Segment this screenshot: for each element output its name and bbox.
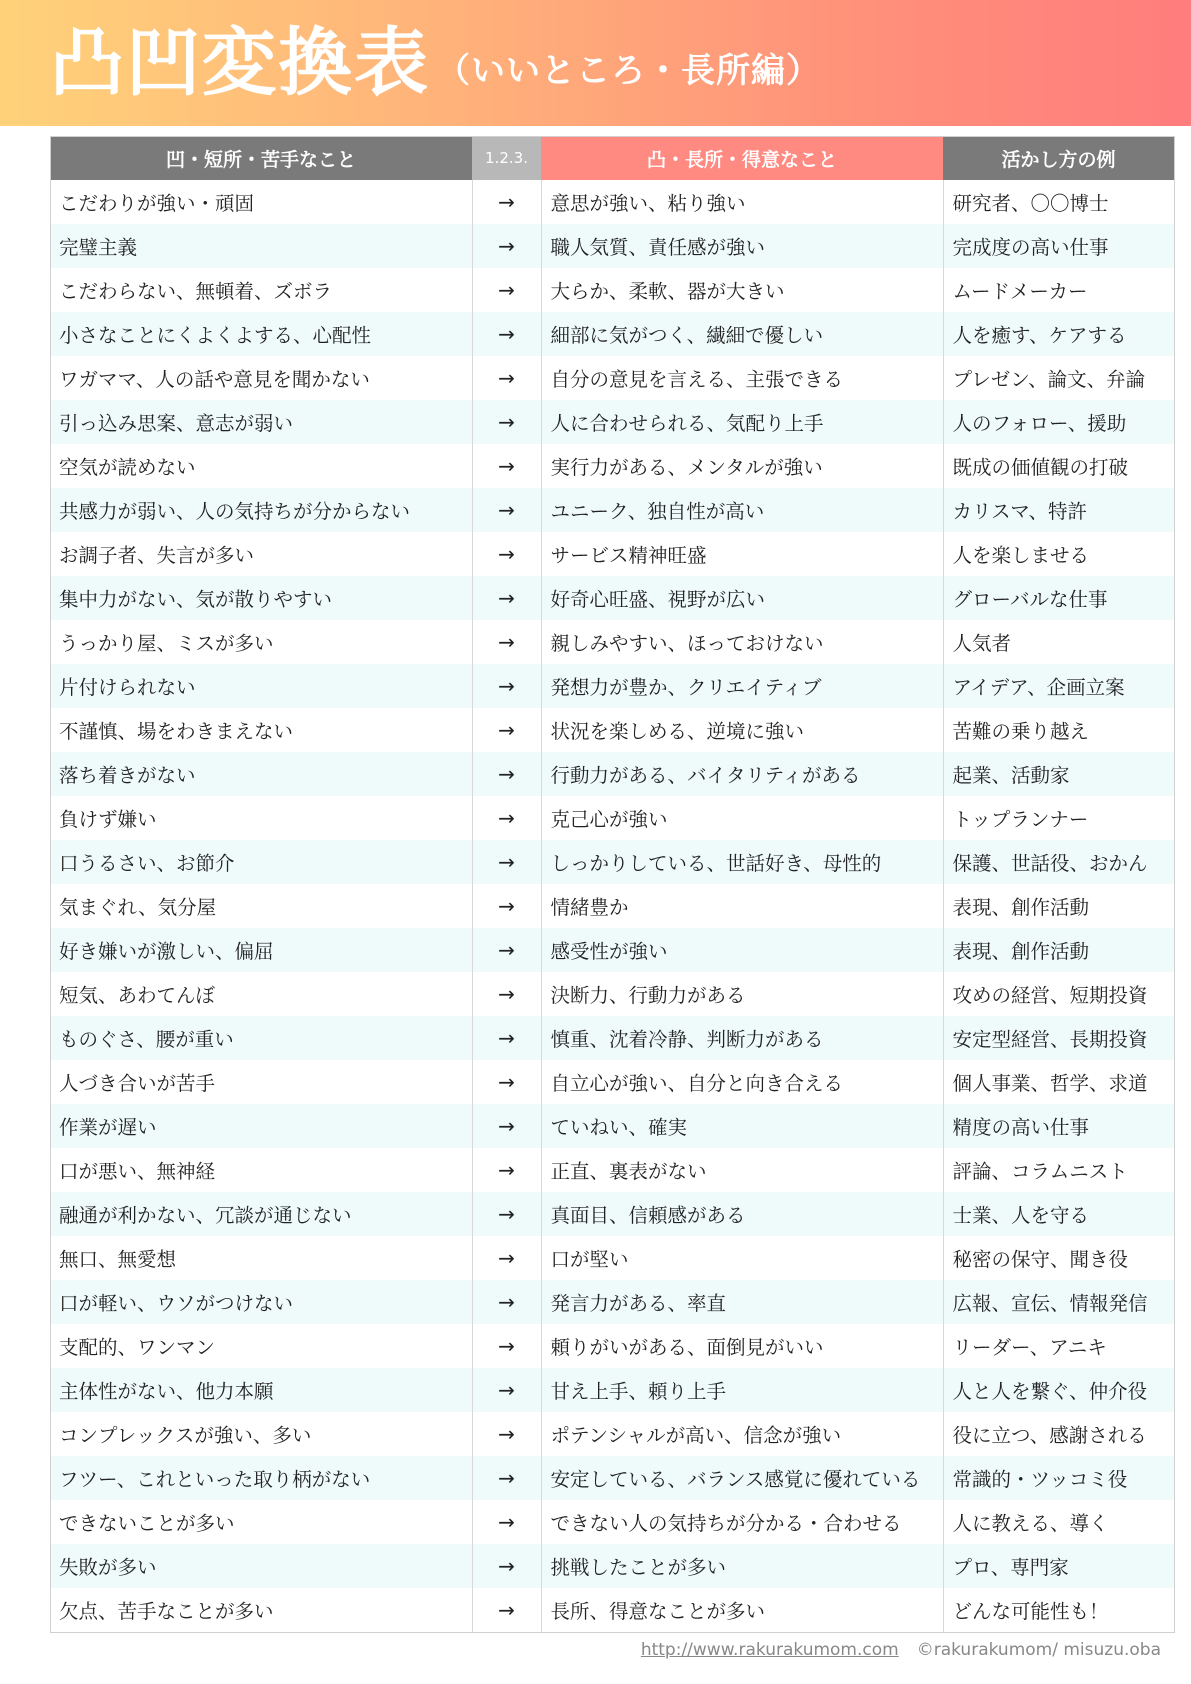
page-subtitle: （いいところ・長所編） (436, 51, 821, 91)
table-row (50, 532, 1174, 576)
usage-cell: グローバルな仕事 (943, 576, 1174, 620)
weakness-cell: 主体性がない、他力本願 (50, 1368, 472, 1412)
strength-cell: 細部に気がつく、繊細で優しい (541, 312, 943, 356)
arrow-cell: → (472, 1192, 541, 1236)
weakness-cell: 引っ込み思案、意志が弱い (50, 400, 472, 444)
weakness-cell: 口が軽い、ウソがつけない (50, 1280, 472, 1324)
table-row (50, 1368, 1174, 1412)
weakness-cell: 共感力が弱い、人の気持ちが分からない (50, 488, 472, 532)
weakness-cell: 無口、無愛想 (50, 1236, 472, 1280)
usage-cell: 完成度の高い仕事 (943, 224, 1174, 268)
strength-cell: ていねい、確実 (541, 1104, 943, 1148)
strength-cell: しっかりしている、世話好き、母性的 (541, 840, 943, 884)
strength-cell: 実行力がある、メンタルが強い (541, 444, 943, 488)
weakness-cell: 集中力がない、気が散りやすい (50, 576, 472, 620)
arrow-cell: → (472, 1412, 541, 1456)
strength-cell: 親しみやすい、ほっておけない (541, 620, 943, 664)
table-row (50, 444, 1174, 488)
arrow-cell: → (472, 532, 541, 576)
arrow-cell: → (472, 1104, 541, 1148)
table-row (50, 400, 1174, 444)
usage-cell: 苦難の乗り越え (943, 708, 1174, 752)
table-row (50, 1412, 1174, 1456)
table-row (50, 1016, 1174, 1060)
table-row (50, 840, 1174, 884)
table-row (50, 180, 1174, 224)
arrow-cell: → (472, 576, 541, 620)
weakness-cell: うっかり屋、ミスが多い (50, 620, 472, 664)
column-header-step: 1.2.3. (472, 136, 541, 180)
strength-cell: 意思が強い、粘り強い (541, 180, 943, 224)
weakness-cell: ものぐさ、腰が重い (50, 1016, 472, 1060)
arrow-cell: → (472, 1456, 541, 1500)
table-row (50, 1280, 1174, 1324)
arrow-cell: → (472, 1016, 541, 1060)
strength-cell: 行動力がある、バイタリティがある (541, 752, 943, 796)
title-banner (0, 0, 1191, 126)
arrow-cell: → (472, 1368, 541, 1412)
table-row (50, 1148, 1174, 1192)
usage-cell: 表現、創作活動 (943, 928, 1174, 972)
usage-cell: プロ、専門家 (943, 1544, 1174, 1588)
usage-cell: 人に教える、導く (943, 1500, 1174, 1544)
weakness-cell: フツー、これといった取り柄がない (50, 1456, 472, 1500)
arrow-cell: → (472, 1148, 541, 1192)
weakness-cell: 落ち着きがない (50, 752, 472, 796)
arrow-cell: → (472, 796, 541, 840)
strength-cell: 挑戦したことが多い (541, 1544, 943, 1588)
weakness-cell: 短気、あわてんぼ (50, 972, 472, 1016)
weakness-cell: こだわりが強い・頑固 (50, 180, 472, 224)
weakness-cell: ワガママ、人の話や意見を聞かない (50, 356, 472, 400)
table-row (50, 1104, 1174, 1148)
strength-cell: ユニーク、独自性が高い (541, 488, 943, 532)
arrow-cell: → (472, 708, 541, 752)
arrow-cell: → (472, 664, 541, 708)
weakness-cell: 人づき合いが苦手 (50, 1060, 472, 1104)
arrow-cell: → (472, 752, 541, 796)
weakness-cell: 片付けられない (50, 664, 472, 708)
arrow-cell: → (472, 312, 541, 356)
table-row (50, 972, 1174, 1016)
strength-cell: ポテンシャルが高い、信念が強い (541, 1412, 943, 1456)
strength-cell: 長所、得意なことが多い (541, 1588, 943, 1633)
weakness-cell: 口が悪い、無神経 (50, 1148, 472, 1192)
arrow-cell: → (472, 840, 541, 884)
column-header-weakness: 凹・短所・苦手なこと (50, 136, 472, 180)
table-row (50, 884, 1174, 928)
strength-cell: 情緒豊か (541, 884, 943, 928)
strength-cell: 大らか、柔軟、器が大きい (541, 268, 943, 312)
strength-cell: 正直、裏表がない (541, 1148, 943, 1192)
usage-cell: 役に立つ、感謝される (943, 1412, 1174, 1456)
strength-cell: 自分の意見を言える、主張できる (541, 356, 943, 400)
conversion-table (50, 136, 1174, 1633)
weakness-cell: 欠点、苦手なことが多い (50, 1588, 472, 1633)
arrow-cell: → (472, 180, 541, 224)
column-header-usage: 活かし方の例 (943, 136, 1174, 180)
arrow-cell: → (472, 1544, 541, 1588)
arrow-cell: → (472, 1500, 541, 1544)
usage-cell: 広報、宣伝、情報発信 (943, 1280, 1174, 1324)
strength-cell: 頼りがいがある、面倒見がいい (541, 1324, 943, 1368)
weakness-cell: こだわらない、無頓着、ズボラ (50, 268, 472, 312)
strength-cell: 決断力、行動力がある (541, 972, 943, 1016)
strength-cell: 真面目、信頼感がある (541, 1192, 943, 1236)
arrow-cell: → (472, 884, 541, 928)
footer (641, 1640, 1161, 1660)
weakness-cell: 作業が遅い (50, 1104, 472, 1148)
strength-cell: 発言力がある、率直 (541, 1280, 943, 1324)
arrow-cell: → (472, 1060, 541, 1104)
weakness-cell: 気まぐれ、気分屋 (50, 884, 472, 928)
table-row (50, 1500, 1174, 1544)
table-row (50, 224, 1174, 268)
strength-cell: できない人の気持ちが分かる・合わせる (541, 1500, 943, 1544)
arrow-cell: → (472, 488, 541, 532)
table-row (50, 664, 1174, 708)
usage-cell: 常識的・ツッコミ役 (943, 1456, 1174, 1500)
table-row (50, 1060, 1174, 1104)
strength-cell: 人に合わせられる、気配り上手 (541, 400, 943, 444)
page-title (50, 22, 821, 112)
table-row (50, 752, 1174, 796)
usage-cell: 個人事業、哲学、求道 (943, 1060, 1174, 1104)
arrow-cell: → (472, 400, 541, 444)
arrow-cell: → (472, 444, 541, 488)
usage-cell: 人を癒す、ケアする (943, 312, 1174, 356)
usage-cell: 人のフォロー、援助 (943, 400, 1174, 444)
usage-cell: リーダー、アニキ (943, 1324, 1174, 1368)
strength-cell: 克己心が強い (541, 796, 943, 840)
arrow-cell: → (472, 1280, 541, 1324)
usage-cell: 精度の高い仕事 (943, 1104, 1174, 1148)
table-row (50, 1456, 1174, 1500)
table-body (50, 180, 1174, 1633)
strength-cell: サービス精神旺盛 (541, 532, 943, 576)
arrow-cell: → (472, 1324, 541, 1368)
table-row (50, 1236, 1174, 1280)
column-header-strength: 凸・長所・得意なこと (541, 136, 943, 180)
weakness-cell: 融通が利かない、冗談が通じない (50, 1192, 472, 1236)
table-row (50, 1588, 1174, 1633)
arrow-cell: → (472, 620, 541, 664)
strength-cell: 自立心が強い、自分と向き合える (541, 1060, 943, 1104)
weakness-cell: 負けず嫌い (50, 796, 472, 840)
table-row (50, 1324, 1174, 1368)
table-row (50, 708, 1174, 752)
usage-cell: ムードメーカー (943, 268, 1174, 312)
table-row (50, 1192, 1174, 1236)
usage-cell: 起業、活動家 (943, 752, 1174, 796)
arrow-cell: → (472, 1236, 541, 1280)
weakness-cell: 失敗が多い (50, 1544, 472, 1588)
weakness-cell: 小さなことにくよくよする、心配性 (50, 312, 472, 356)
usage-cell: 評論、コラムニスト (943, 1148, 1174, 1192)
table-row (50, 312, 1174, 356)
strength-cell: 職人気質、責任感が強い (541, 224, 943, 268)
table-header-row (50, 136, 1174, 180)
arrow-cell: → (472, 224, 541, 268)
weakness-cell: 不謹慎、場をわきまえない (50, 708, 472, 752)
usage-cell: どんな可能性も！ (943, 1588, 1174, 1633)
usage-cell: 既成の価値観の打破 (943, 444, 1174, 488)
strength-cell: 口が堅い (541, 1236, 943, 1280)
usage-cell: カリスマ、特許 (943, 488, 1174, 532)
strength-cell: 安定している、バランス感覚に優れている (541, 1456, 943, 1500)
table-row (50, 796, 1174, 840)
strength-cell: 状況を楽しめる、逆境に強い (541, 708, 943, 752)
usage-cell: 研究者、〇〇博士 (943, 180, 1174, 224)
weakness-cell: できないことが多い (50, 1500, 472, 1544)
table-row (50, 620, 1174, 664)
weakness-cell: 完璧主義 (50, 224, 472, 268)
usage-cell: 攻めの経営、短期投資 (943, 972, 1174, 1016)
table-row (50, 488, 1174, 532)
arrow-cell: → (472, 268, 541, 312)
usage-cell: プレゼン、論文、弁論 (943, 356, 1174, 400)
arrow-cell: → (472, 928, 541, 972)
usage-cell: 安定型経営、長期投資 (943, 1016, 1174, 1060)
strength-cell: 慎重、沈着冷静、判断力がある (541, 1016, 943, 1060)
usage-cell: 士業、人を守る (943, 1192, 1174, 1236)
strength-cell: 甘え上手、頼り上手 (541, 1368, 943, 1412)
table-row (50, 928, 1174, 972)
usage-cell: トップランナー (943, 796, 1174, 840)
strength-cell: 発想力が豊か、クリエイティブ (541, 664, 943, 708)
strength-cell: 感受性が強い (541, 928, 943, 972)
usage-cell: 秘密の保守、聞き役 (943, 1236, 1174, 1280)
usage-cell: 保護、世話役、おかん (943, 840, 1174, 884)
arrow-cell: → (472, 972, 541, 1016)
page-title-text: 凸凹変換表 (50, 20, 430, 106)
table-row (50, 268, 1174, 312)
footer-url-link[interactable]: http://www.rakurakumom.com (640, 1640, 899, 1660)
usage-cell: 人気者 (943, 620, 1174, 664)
table-row (50, 1544, 1174, 1588)
usage-cell: 人を楽しませる (943, 532, 1174, 576)
weakness-cell: コンプレックスが強い、多い (50, 1412, 472, 1456)
usage-cell: 表現、創作活動 (943, 884, 1174, 928)
strength-cell: 好奇心旺盛、視野が広い (541, 576, 943, 620)
weakness-cell: 空気が読めない (50, 444, 472, 488)
weakness-cell: 支配的、ワンマン (50, 1324, 472, 1368)
table-row (50, 576, 1174, 620)
weakness-cell: 口うるさい、お節介 (50, 840, 472, 884)
arrow-cell: → (472, 1588, 541, 1633)
table-row (50, 356, 1174, 400)
weakness-cell: 好き嫌いが激しい、偏屈 (50, 928, 472, 972)
arrow-cell: → (472, 356, 541, 400)
usage-cell: 人と人を繋ぐ、仲介役 (943, 1368, 1174, 1412)
weakness-cell: お調子者、失言が多い (50, 532, 472, 576)
usage-cell: アイデア、企画立案 (943, 664, 1174, 708)
footer-credit: ©rakurakumom/ misuzu.oba (916, 1640, 1161, 1660)
